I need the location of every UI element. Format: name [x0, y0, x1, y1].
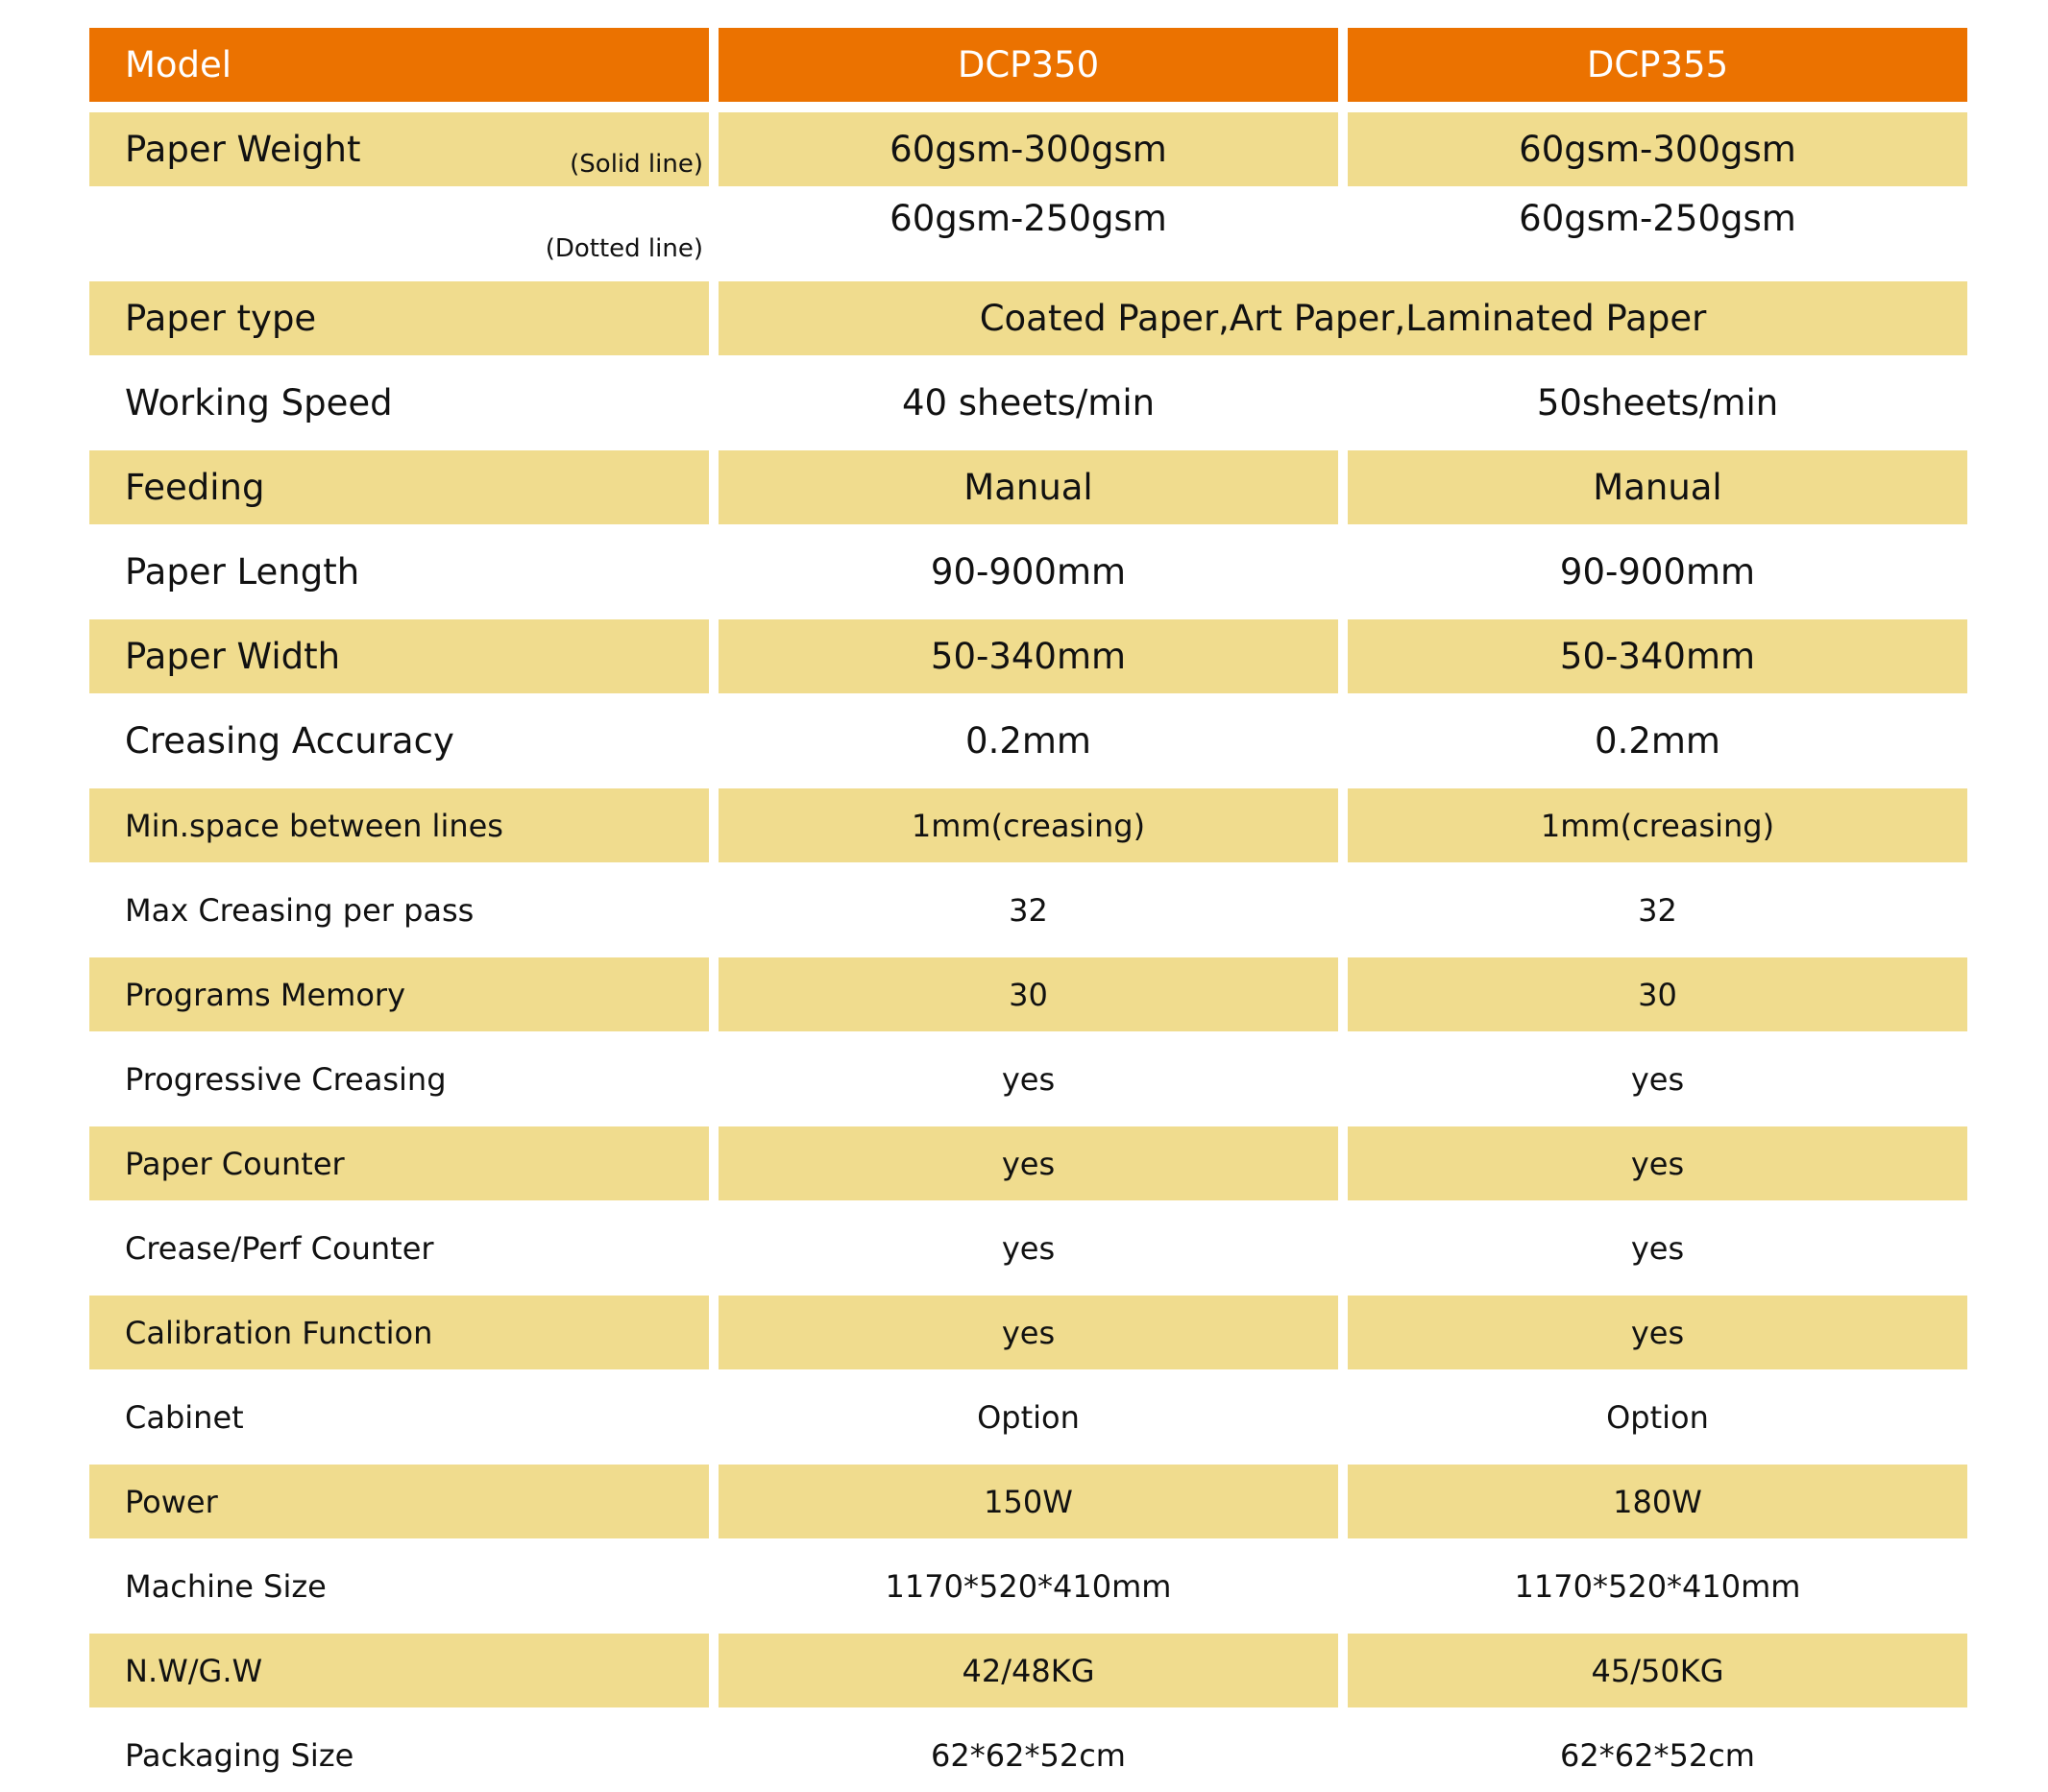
spec-value-dcp355: 50-340mm: [1348, 619, 1967, 693]
paper-weight-solid-dcp350: 60gsm-300gsm: [719, 112, 1338, 186]
spec-row: [89, 1465, 1967, 1538]
spec-label: Packaging Size: [125, 1736, 354, 1774]
spec-row: [89, 1634, 1967, 1707]
header-model-dcp350: DCP350: [719, 28, 1338, 102]
spec-row: [89, 1042, 1967, 1116]
spec-row: [89, 1380, 1967, 1454]
header-model-dcp355: DCP355: [1348, 28, 1967, 102]
spec-value-dcp350: 1170*520*410mm: [885, 1567, 1172, 1605]
spec-value-dcp350: yes: [1001, 1060, 1056, 1098]
paper-weight-label: Paper Weight: [125, 129, 361, 170]
paper-type-value: Coated Paper,Art Paper,Laminated Paper: [719, 281, 1967, 355]
spec-label: Cabinet: [125, 1398, 244, 1436]
spec-row: [89, 1718, 1967, 1792]
spec-value-dcp350: 150W: [719, 1465, 1338, 1538]
spec-label: Working Speed: [125, 382, 393, 424]
spec-label: Calibration Function: [89, 1296, 709, 1369]
spec-row: [89, 873, 1967, 947]
spec-label: N.W/G.W: [89, 1634, 709, 1707]
paper-type-label: Paper type: [89, 281, 709, 355]
spec-value-dcp350: yes: [1001, 1229, 1056, 1267]
spec-value-dcp355: 32: [1638, 891, 1677, 929]
paper-weight-solid-dcp355: 60gsm-300gsm: [1348, 112, 1967, 186]
spec-value-dcp355: 30: [1348, 957, 1967, 1031]
spec-label: Paper Length: [125, 551, 360, 593]
spec-row: [89, 704, 1967, 778]
spec-value-dcp350: 42/48KG: [719, 1634, 1338, 1707]
spec-label: Programs Memory: [89, 957, 709, 1031]
spec-row: [89, 1211, 1967, 1285]
spec-row: [89, 788, 1967, 862]
spec-value-dcp355: yes: [1348, 1126, 1967, 1200]
spec-label: Crease/Perf Counter: [125, 1229, 434, 1267]
spec-row: [89, 957, 1967, 1031]
spec-value-dcp355: 62*62*52cm: [1560, 1736, 1755, 1774]
spec-value-dcp355: 180W: [1348, 1465, 1967, 1538]
spec-value-dcp350: yes: [719, 1296, 1338, 1369]
spec-label: Paper Width: [89, 619, 709, 693]
spec-row: [89, 450, 1967, 524]
spec-label: Power: [89, 1465, 709, 1538]
spec-value-dcp350: 90-900mm: [930, 551, 1127, 593]
spec-label: Paper Counter: [89, 1126, 709, 1200]
spec-label: Max Creasing per pass: [125, 891, 475, 929]
spec-label: Machine Size: [125, 1567, 327, 1605]
spec-row: [89, 619, 1967, 693]
spec-value-dcp350: 0.2mm: [965, 720, 1091, 762]
spec-value-dcp355: 1mm(creasing): [1348, 788, 1967, 862]
spec-row: [89, 366, 1967, 440]
paper-weight-cell: [89, 112, 709, 186]
paper-weight-dotted-dcp355: 60gsm-250gsm: [1519, 197, 1796, 239]
spec-row: [89, 1126, 1967, 1200]
spec-value-dcp355: 0.2mm: [1595, 720, 1720, 762]
paper-weight-dotted-row: [89, 189, 1967, 278]
spec-value-dcp355: 1170*520*410mm: [1514, 1567, 1801, 1605]
spec-row: [89, 1296, 1967, 1369]
spec-row: [89, 535, 1967, 609]
spec-value-dcp355: yes: [1348, 1296, 1967, 1369]
spec-label: Progressive Creasing: [125, 1060, 447, 1098]
spec-value-dcp355: yes: [1630, 1229, 1685, 1267]
spec-value-dcp355: 90-900mm: [1559, 551, 1756, 593]
paper-weight-solid-row: [89, 112, 1967, 186]
spec-value-dcp350: 1mm(creasing): [719, 788, 1338, 862]
spec-value-dcp350: 30: [719, 957, 1338, 1031]
spec-row: [89, 1549, 1967, 1623]
spec-value-dcp355: Option: [1606, 1398, 1709, 1436]
header-row: [89, 28, 1967, 102]
spec-value-dcp355: yes: [1630, 1060, 1685, 1098]
paper-type-row: [89, 281, 1967, 355]
spec-value-dcp350: 62*62*52cm: [931, 1736, 1126, 1774]
spec-value-dcp350: Option: [977, 1398, 1080, 1436]
spec-value-dcp350: 50-340mm: [719, 619, 1338, 693]
header-model-label: Model: [89, 28, 709, 102]
spec-value-dcp355: Manual: [1348, 450, 1967, 524]
dotted-line-note: (Dotted line): [545, 234, 703, 263]
dotted-note-cell: [89, 189, 709, 278]
spec-label: Feeding: [89, 450, 709, 524]
paper-weight-dotted-dcp350: 60gsm-250gsm: [890, 197, 1167, 239]
spec-label: Min.space between lines: [89, 788, 709, 862]
spec-label: Creasing Accuracy: [125, 720, 454, 762]
solid-line-note: (Solid line): [570, 150, 703, 179]
spec-value-dcp350: Manual: [719, 450, 1338, 524]
spec-value-dcp350: yes: [719, 1126, 1338, 1200]
spec-value-dcp350: 40 sheets/min: [901, 382, 1156, 424]
spec-value-dcp355: 50sheets/min: [1536, 382, 1779, 424]
spec-value-dcp355: 45/50KG: [1348, 1634, 1967, 1707]
spec-value-dcp350: 32: [1009, 891, 1048, 929]
